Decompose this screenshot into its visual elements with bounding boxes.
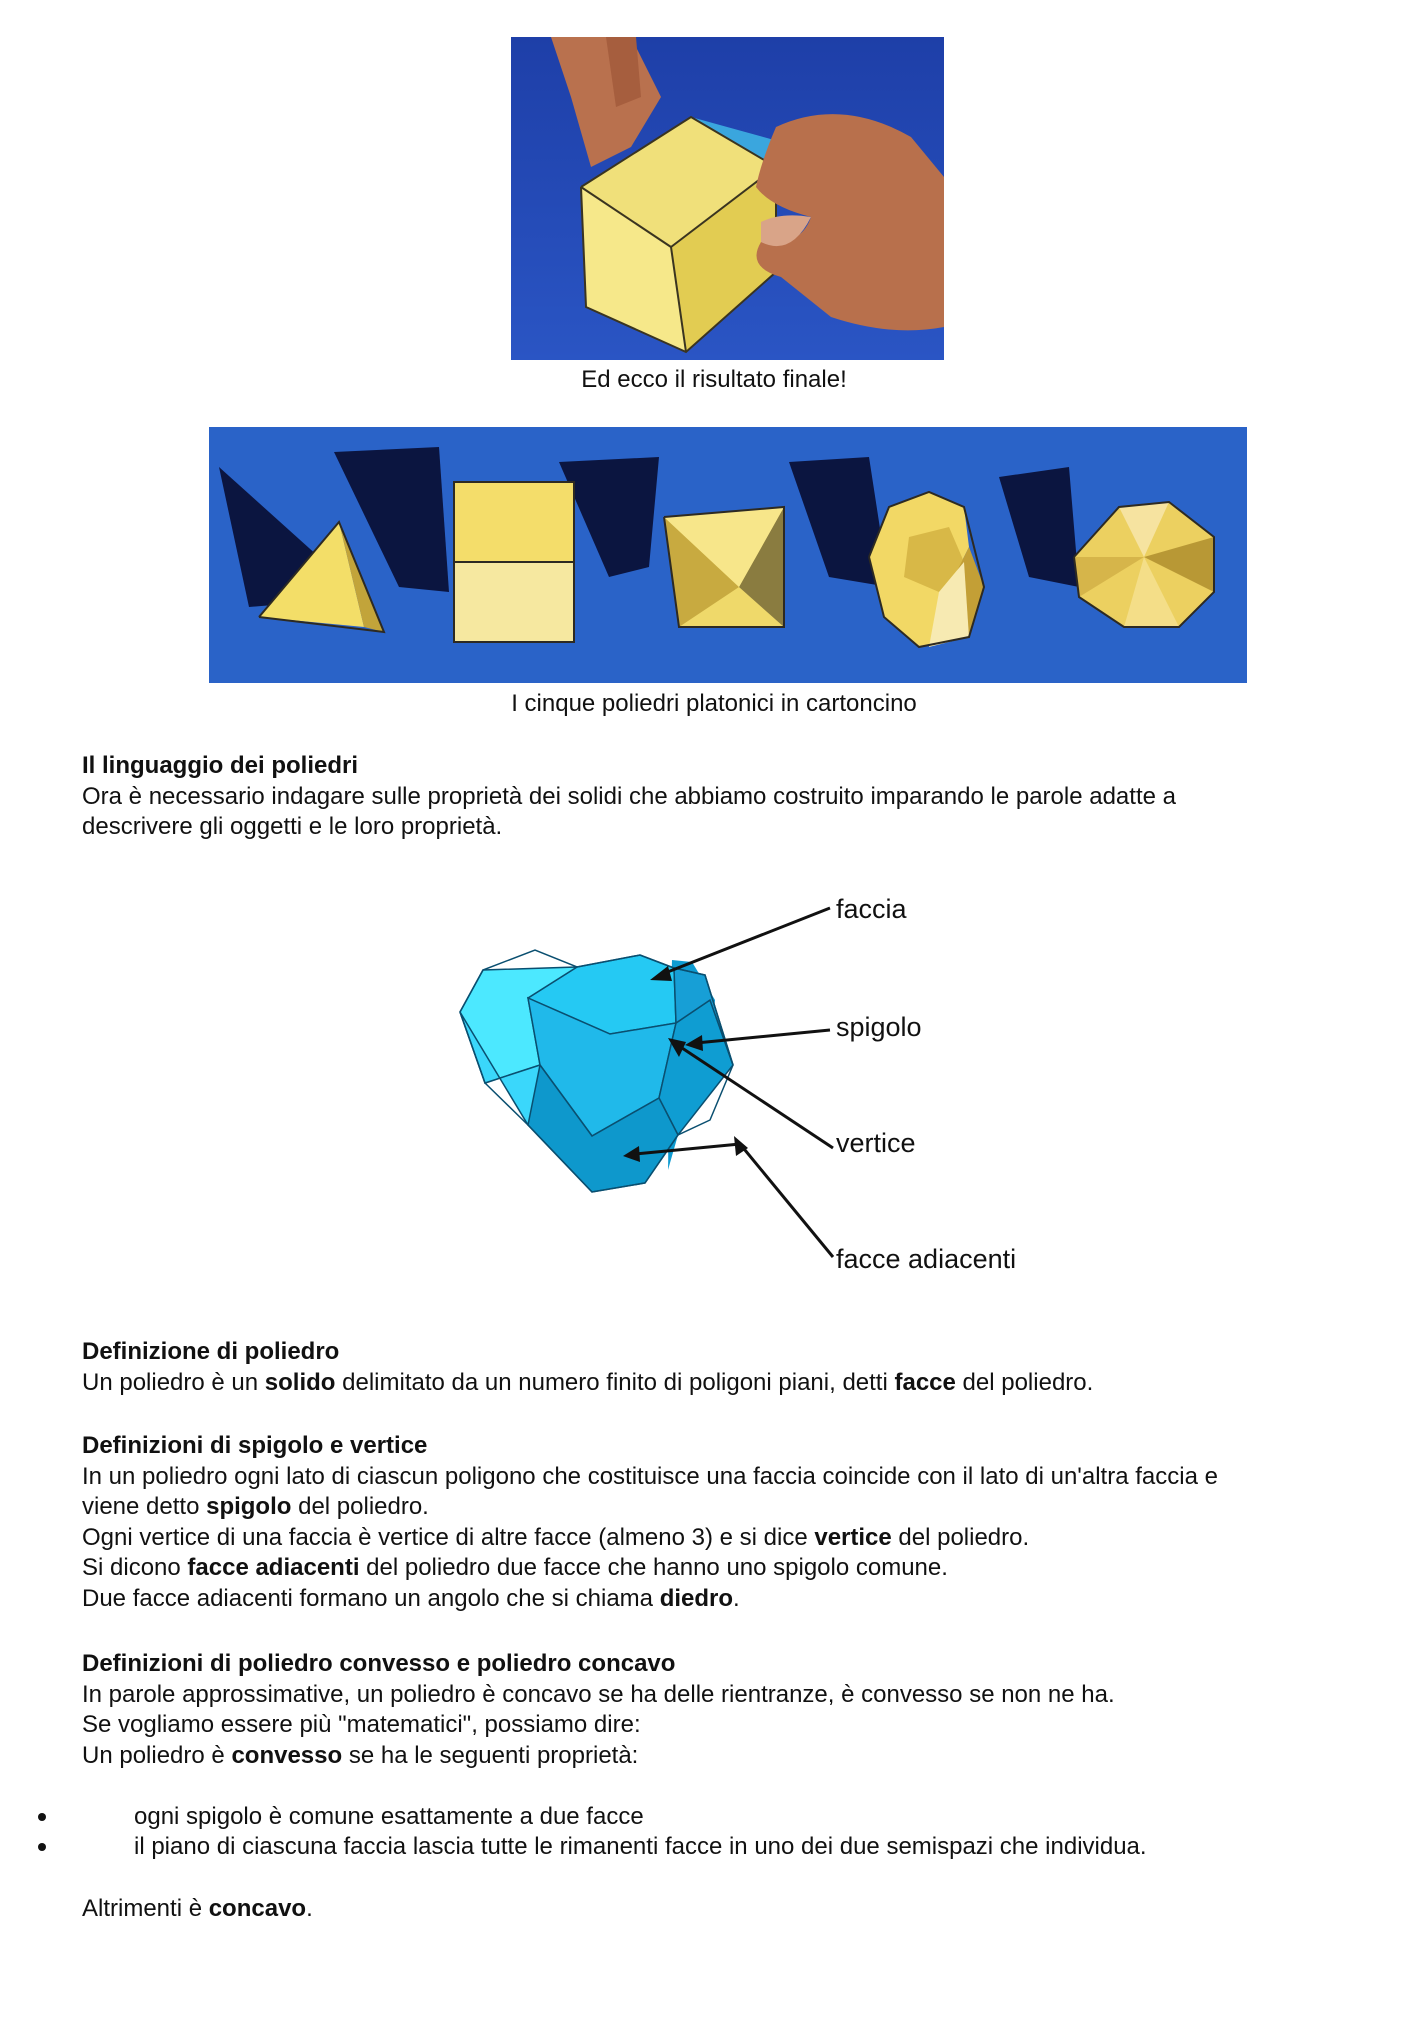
list-item	[0, 1802, 1428, 1832]
solids-photo-caption: I cinque poliedri platonici in cartoncino	[511, 690, 917, 717]
section-edge-vertex-line-5: Due facce adiacenti formano un angolo che si chiama diedro.	[82, 1584, 740, 1612]
diagram-label-edge: spigolo	[836, 1012, 922, 1042]
diagram-label-vertex: vertice	[836, 1128, 916, 1158]
concave-conclusion-line: Altrimenti è concavo.	[82, 1895, 313, 1922]
section-edge-vertex-line-2: viene detto spigolo del poliedro.	[82, 1493, 429, 1520]
diagram-label-face: faccia	[836, 894, 907, 924]
bullet-icon	[38, 1813, 46, 1821]
section-convex-line-3: Un poliedro è convesso se ha le seguenti proprietà:	[82, 1741, 639, 1769]
section-language	[82, 751, 1382, 843]
section-polyhedron-paragraph: Un poliedro è un solido delimitato da un numero finito di poligoni piani, detti facce del poliedro.	[82, 1368, 1094, 1396]
bullet-icon	[38, 1843, 46, 1851]
section-edge-vertex-heading: Definizioni di spigolo e vertice	[82, 1432, 428, 1459]
solids-photo	[209, 427, 1247, 683]
section-convex-heading: Definizioni di poliedro convesso e poliedro concavo	[82, 1650, 676, 1677]
section-convex-line-2: Se vogliamo essere più "matematici", possiamo dire:	[82, 1711, 641, 1738]
section-language-line-1: Ora è necessario indagare sulle proprietà dei solidi che abbiamo costruito imparando le parole adatte a	[82, 782, 1176, 810]
diagram-label-adjacent-faces: facce adiacenti	[836, 1244, 1017, 1274]
list-item	[0, 1832, 1428, 1862]
dodecahedron-diagram	[440, 880, 1040, 1300]
section-convex-line-1: In parole approssimative, un poliedro è concavo se ha delle rientranze, è convesso se non ne ha.	[82, 1680, 1115, 1708]
section-polyhedron	[82, 1337, 1382, 1398]
convex-properties-list	[0, 1802, 1428, 1872]
section-edge-vertex-line-3: Ogni vertice di una faccia è vertice di altre facce (almeno 3) e si dice vertice del poliedro.	[82, 1523, 1030, 1551]
section-language-heading: Il linguaggio dei poliedri	[82, 752, 358, 779]
concave-conclusion	[82, 1894, 1382, 1925]
section-language-line-2: descrivere gli oggetti e le loro proprietà.	[82, 813, 503, 840]
list-item-text: il piano di ciascuna faccia lascia tutte le rimanenti facce in uno dei due semispazi che individua.	[134, 1833, 1147, 1860]
section-convex	[82, 1649, 1382, 1771]
list-item-text: ogni spigolo è comune esattamente a due facce	[134, 1803, 644, 1830]
section-edge-vertex-line-4: Si dicono facce adiacenti del poliedro due facce che hanno uno spigolo comune.	[82, 1554, 948, 1581]
section-edge-vertex	[82, 1431, 1382, 1614]
cube-photo-caption: Ed ecco il risultato finale!	[581, 366, 847, 393]
section-edge-vertex-line-1: In un poliedro ogni lato di ciascun poligono che costituisce una faccia coincide con il lato di un'altra faccia e	[82, 1462, 1218, 1490]
section-polyhedron-heading: Definizione di poliedro	[82, 1338, 340, 1365]
cube-photo	[511, 37, 944, 360]
